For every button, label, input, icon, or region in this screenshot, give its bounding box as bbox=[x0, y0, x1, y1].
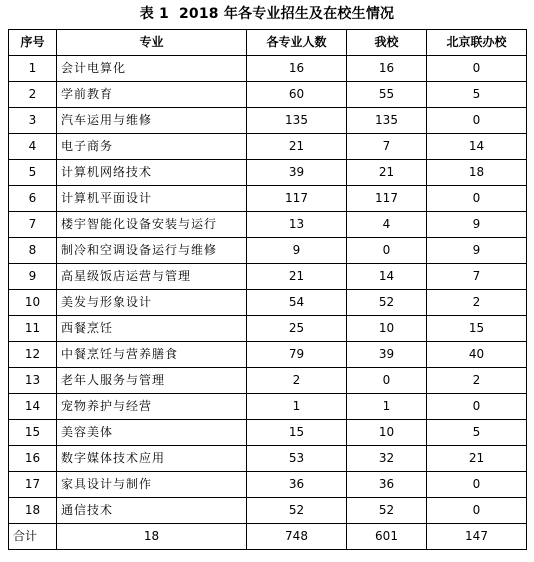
row-major: 美发与形象设计 bbox=[57, 290, 247, 316]
row-index: 14 bbox=[9, 394, 57, 420]
row-our-school: 135 bbox=[347, 108, 427, 134]
row-total: 13 bbox=[247, 212, 347, 238]
header-major: 专业 bbox=[57, 30, 247, 56]
row-major: 学前教育 bbox=[57, 82, 247, 108]
header-total: 各专业人数 bbox=[247, 30, 347, 56]
row-beijing-partner: 9 bbox=[427, 212, 527, 238]
row-our-school: 52 bbox=[347, 498, 427, 524]
row-index: 7 bbox=[9, 212, 57, 238]
row-beijing-partner: 0 bbox=[427, 394, 527, 420]
row-index: 17 bbox=[9, 472, 57, 498]
row-beijing-partner: 5 bbox=[427, 82, 527, 108]
table-body bbox=[9, 56, 527, 524]
row-major: 家具设计与制作 bbox=[57, 472, 247, 498]
table-row bbox=[9, 472, 527, 498]
row-our-school: 52 bbox=[347, 290, 427, 316]
table-caption bbox=[8, 3, 526, 25]
totals-total: 748 bbox=[247, 524, 347, 550]
row-total: 53 bbox=[247, 446, 347, 472]
table-row bbox=[9, 82, 527, 108]
row-index: 4 bbox=[9, 134, 57, 160]
row-total: 117 bbox=[247, 186, 347, 212]
row-major: 西餐烹饪 bbox=[57, 316, 247, 342]
row-major: 通信技术 bbox=[57, 498, 247, 524]
row-beijing-partner: 18 bbox=[427, 160, 527, 186]
row-total: 2 bbox=[247, 368, 347, 394]
table-row bbox=[9, 56, 527, 82]
table-row bbox=[9, 134, 527, 160]
totals-majors-count: 18 bbox=[57, 524, 247, 550]
row-our-school: 21 bbox=[347, 160, 427, 186]
row-major: 中餐烹饪与营养膳食 bbox=[57, 342, 247, 368]
row-our-school: 16 bbox=[347, 56, 427, 82]
table-row bbox=[9, 160, 527, 186]
table-row bbox=[9, 394, 527, 420]
row-beijing-partner: 40 bbox=[427, 342, 527, 368]
table-caption-number: 表 1 bbox=[139, 6, 169, 22]
row-our-school: 39 bbox=[347, 342, 427, 368]
header-beijing-partner: 北京联办校 bbox=[427, 30, 527, 56]
row-beijing-partner: 0 bbox=[427, 498, 527, 524]
row-beijing-partner: 0 bbox=[427, 108, 527, 134]
row-beijing-partner: 2 bbox=[427, 368, 527, 394]
row-major: 会计电算化 bbox=[57, 56, 247, 82]
row-index: 16 bbox=[9, 446, 57, 472]
totals-our-school: 601 bbox=[347, 524, 427, 550]
table-footer bbox=[9, 524, 527, 550]
table-header bbox=[9, 30, 527, 56]
row-index: 6 bbox=[9, 186, 57, 212]
table-row bbox=[9, 186, 527, 212]
enrollment-table bbox=[8, 29, 527, 550]
table-row bbox=[9, 212, 527, 238]
row-major: 宠物养护与经营 bbox=[57, 394, 247, 420]
table-row bbox=[9, 446, 527, 472]
row-major: 美容美体 bbox=[57, 420, 247, 446]
table-row bbox=[9, 290, 527, 316]
row-beijing-partner: 9 bbox=[427, 238, 527, 264]
table-row bbox=[9, 420, 527, 446]
table-row bbox=[9, 342, 527, 368]
row-our-school: 4 bbox=[347, 212, 427, 238]
row-our-school: 10 bbox=[347, 316, 427, 342]
row-our-school: 7 bbox=[347, 134, 427, 160]
row-major: 计算机网络技术 bbox=[57, 160, 247, 186]
row-index: 5 bbox=[9, 160, 57, 186]
row-our-school: 0 bbox=[347, 238, 427, 264]
row-major: 高星级饭店运营与管理 bbox=[57, 264, 247, 290]
row-major: 汽车运用与维修 bbox=[57, 108, 247, 134]
row-our-school: 55 bbox=[347, 82, 427, 108]
totals-row bbox=[9, 524, 527, 550]
row-major: 老年人服务与管理 bbox=[57, 368, 247, 394]
row-total: 54 bbox=[247, 290, 347, 316]
row-total: 16 bbox=[247, 56, 347, 82]
row-our-school: 1 bbox=[347, 394, 427, 420]
row-beijing-partner: 0 bbox=[427, 56, 527, 82]
table-row bbox=[9, 238, 527, 264]
totals-beijing-partner: 147 bbox=[427, 524, 527, 550]
header-our-school: 我校 bbox=[347, 30, 427, 56]
row-our-school: 10 bbox=[347, 420, 427, 446]
row-index: 2 bbox=[9, 82, 57, 108]
row-our-school: 36 bbox=[347, 472, 427, 498]
row-our-school: 117 bbox=[347, 186, 427, 212]
table-caption-title: 2018 年各专业招生及在校生情况 bbox=[178, 6, 395, 22]
row-total: 79 bbox=[247, 342, 347, 368]
row-index: 15 bbox=[9, 420, 57, 446]
row-total: 25 bbox=[247, 316, 347, 342]
table-row bbox=[9, 264, 527, 290]
row-total: 15 bbox=[247, 420, 347, 446]
row-total: 39 bbox=[247, 160, 347, 186]
row-index: 11 bbox=[9, 316, 57, 342]
row-index: 8 bbox=[9, 238, 57, 264]
row-our-school: 14 bbox=[347, 264, 427, 290]
row-index: 3 bbox=[9, 108, 57, 134]
row-beijing-partner: 5 bbox=[427, 420, 527, 446]
row-index: 13 bbox=[9, 368, 57, 394]
row-total: 52 bbox=[247, 498, 347, 524]
table-row bbox=[9, 498, 527, 524]
row-total: 21 bbox=[247, 134, 347, 160]
row-beijing-partner: 0 bbox=[427, 186, 527, 212]
row-index: 1 bbox=[9, 56, 57, 82]
table-row bbox=[9, 316, 527, 342]
row-our-school: 32 bbox=[347, 446, 427, 472]
row-beijing-partner: 0 bbox=[427, 472, 527, 498]
row-our-school: 0 bbox=[347, 368, 427, 394]
totals-label: 合计 bbox=[9, 524, 57, 550]
row-major: 制冷和空调设备运行与维修 bbox=[57, 238, 247, 264]
row-major: 楼宇智能化设备安装与运行 bbox=[57, 212, 247, 238]
row-beijing-partner: 7 bbox=[427, 264, 527, 290]
row-total: 135 bbox=[247, 108, 347, 134]
row-beijing-partner: 14 bbox=[427, 134, 527, 160]
table-row bbox=[9, 108, 527, 134]
row-major: 电子商务 bbox=[57, 134, 247, 160]
row-total: 1 bbox=[247, 394, 347, 420]
row-major: 计算机平面设计 bbox=[57, 186, 247, 212]
row-index: 12 bbox=[9, 342, 57, 368]
row-index: 9 bbox=[9, 264, 57, 290]
row-total: 60 bbox=[247, 82, 347, 108]
row-total: 9 bbox=[247, 238, 347, 264]
header-row bbox=[9, 30, 527, 56]
row-major: 数字媒体技术应用 bbox=[57, 446, 247, 472]
row-index: 18 bbox=[9, 498, 57, 524]
row-beijing-partner: 15 bbox=[427, 316, 527, 342]
row-total: 21 bbox=[247, 264, 347, 290]
row-index: 10 bbox=[9, 290, 57, 316]
row-beijing-partner: 2 bbox=[427, 290, 527, 316]
table-row bbox=[9, 368, 527, 394]
row-beijing-partner: 21 bbox=[427, 446, 527, 472]
row-total: 36 bbox=[247, 472, 347, 498]
header-index: 序号 bbox=[9, 30, 57, 56]
